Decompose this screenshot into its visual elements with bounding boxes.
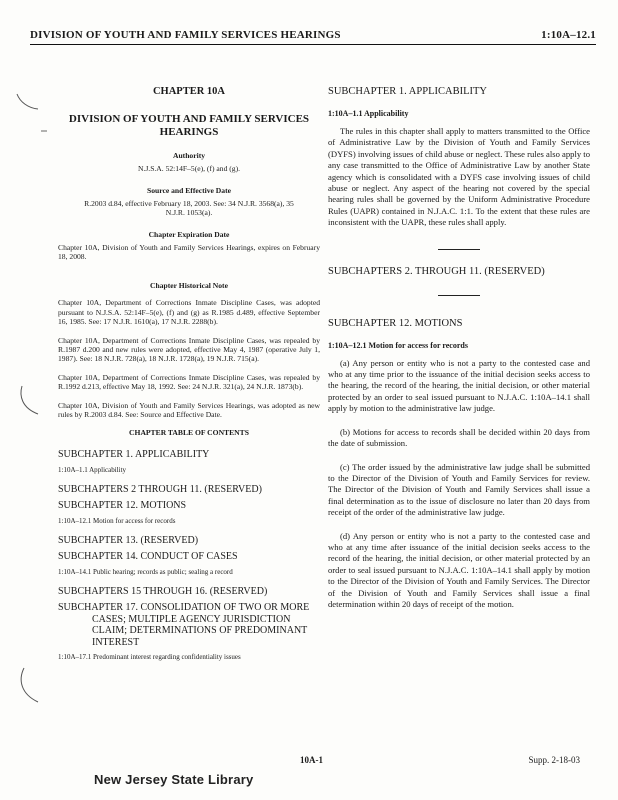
expiration-heading: Chapter Expiration Date <box>148 229 230 239</box>
authority-heading: Authority <box>172 151 206 160</box>
toc-section: 1:10A–14.1 Public hearing; records as public; sealing a record <box>58 567 233 576</box>
section-paragraph: (a) Any person or entity who is not a party to the contested case and who at any time prior to the issuance of the initial decision seeks access to the hearing, the record of the hearing, the initial decision, or other material protected by an order to seal issued pursuant to N.J.A.C. 1:10A–14.1 shall apply by motion to the administrative law judge. <box>328 357 590 414</box>
section-paragraph: (b) Motions for access to records shall be decided within 20 days from the date of submission. <box>328 426 590 449</box>
toc-heading: CHAPTER TABLE OF CONTENTS <box>129 428 249 438</box>
scan-artifact-mark <box>16 384 42 418</box>
supplement-date: Supp. 2-18-03 <box>528 755 580 765</box>
source-heading: Source and Effective Date <box>146 185 231 195</box>
toc-section: 1:10A–17.1 Predominant interest regarding confidentiality issues <box>58 653 241 662</box>
section-divider <box>438 249 480 250</box>
toc-subchapter: SUBCHAPTER 12. MOTIONS <box>58 500 187 512</box>
source-text: R.2003 d.84, effective February 18, 2003. See: 34 N.J.R. 3568(a), 35 N.J.R. 1053(a). <box>84 198 294 217</box>
expiration-text: Chapter 10A, Division of Youth and Family Services Hearings, expires on February 18, 2008. <box>58 242 320 261</box>
toc-subchapter: SUBCHAPTERS 2 THROUGH 11. (RESERVED) <box>58 483 262 495</box>
toc-section: 1:10A–1.1 Applicability <box>58 465 127 474</box>
section-paragraph: The rules in this chapter shall apply to matters transmitted to the Office of Administrative Law by the Division of Youth and Family Services (DYFS) involving issues of child abuse or neglect. These rules also apply to any case transmitted to the Office of Administrative Law by another State agency which is consolidated with a DYFS case involving issues of child abuse or neglect. Any aspect of the hearing not covered by the special hearing rules shall be governed by the Uniform Administrative Procedure Rules (UAPR) contained in N.J.A.C. 1:1. To the extent that these rules are inconsistent with the UAPR, these rules shall apply. <box>328 126 590 228</box>
section-paragraph: (c) The order issued by the administrative law judge shall be submitted to the Director of the Division of Youth and Family Services for review. The Director of the Division of Youth and Family Services shall issue a final determination as to the issue of disclosure no later than 20 days from receipt of the order of the administrative law judge. <box>328 461 590 518</box>
toc-section: 1:10A–12.1 Motion for access for records <box>58 516 176 525</box>
scan-artifact-mark <box>14 88 40 114</box>
chapter-number: CHAPTER 10A <box>152 86 226 97</box>
authority-text: N.J.S.A. 52:14F–5(e), (f) and (g). <box>137 164 241 173</box>
subchapter-heading: SUBCHAPTER 1. APPLICABILITY <box>328 86 487 97</box>
running-header-section: 1:10A–12.1 <box>541 29 596 41</box>
section-paragraph: (d) Any person or entity who is not a party to the contested case and who at any time after issuance of the initial decision seeks access to the record of the hearing, the initial decision, or other material protected by an order to seal issued pursuant to N.J.A.C. 1:10A–14.1 shall apply by motion to the Director of the Division of Youth and Family Services. The Director of the Division of Youth and Family Services shall issue a final determination within 20 days of receipt of the motion. <box>328 530 590 609</box>
toc-subchapter: SUBCHAPTER 14. CONDUCT OF CASES <box>58 551 238 563</box>
subchapter-heading: SUBCHAPTERS 2. THROUGH 11. (RESERVED) <box>328 265 545 277</box>
page-number: 10A-1 <box>300 755 323 765</box>
history-note: Chapter 10A, Department of Corrections Inmate Discipline Cases, was repealed by R.1987 d.200 and new rules were adopted, effective May 4, 1987 (operative July 1, 1987). See: 18 N.J.R. 728(a), 18 N.J.R. 1728(a), 19 N.J.R. 715(a). <box>58 335 320 364</box>
section-heading: 1:10A–1.1 Applicability <box>328 109 409 118</box>
section-divider <box>438 295 480 296</box>
chapter-name: DIVISION OF YOUTH AND FAMILY SERVICES HEARINGS <box>68 113 310 138</box>
running-header-title: DIVISION OF YOUTH AND FAMILY SERVICES HEARINGS <box>30 29 341 41</box>
toc-subchapter: SUBCHAPTER 17. CONSOLIDATION OF TWO OR MORE CASES; MULTIPLE AGENCY JURISDICTION CLAIM; DETERMINATIONS OF PREDOMINANT INTEREST <box>58 602 310 648</box>
history-note: Chapter 10A, Division of Youth and Family Services Hearings, was adopted as new rules by R.2003 d.84. See: Source and Effective Date. <box>58 400 320 419</box>
scan-artifact-dash <box>40 128 48 134</box>
running-header <box>30 28 596 45</box>
history-note: Chapter 10A, Department of Corrections Inmate Discipline Cases, was repealed by R.1992 d.213, effective May 18, 1992. See: 24 N.J.R. 321(a), 24 N.J.R. 1873(b). <box>58 372 320 392</box>
right-column <box>328 86 590 622</box>
toc-subchapter: SUBCHAPTER 1. APPLICABILITY <box>58 449 210 461</box>
toc-subchapter: SUBCHAPTER 13. (RESERVED) <box>58 534 199 546</box>
section-heading: 1:10A–12.1 Motion for access for records <box>328 340 468 350</box>
history-heading: Chapter Historical Note <box>150 281 228 291</box>
toc-subchapter: SUBCHAPTERS 15 THROUGH 16. (RESERVED) <box>58 585 268 597</box>
history-note: Chapter 10A, Department of Corrections Inmate Discipline Cases, was adopted pursuant to N.J.S.A. 52:14F–5(e), (f) and (g) as R.1985 d.489, effective September 16, 1985. See: 17 N.J.R. 1610(a), 17 N.J.R. 2288(b). <box>58 298 320 327</box>
scan-artifact-mark <box>16 666 42 706</box>
left-column <box>58 86 320 671</box>
library-stamp: New Jersey State Library <box>94 772 254 787</box>
subchapter-heading: SUBCHAPTER 12. MOTIONS <box>328 317 463 329</box>
